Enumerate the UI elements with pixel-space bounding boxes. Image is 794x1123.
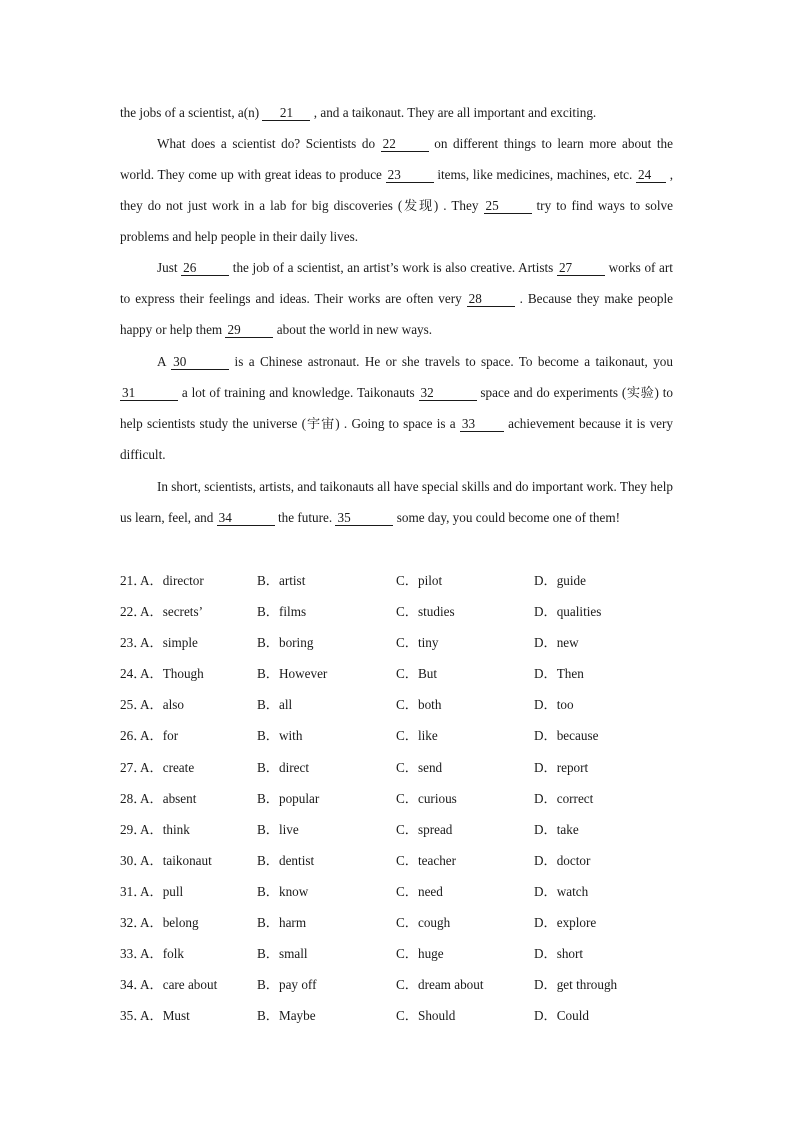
question-row [120, 814, 680, 845]
option-c: C．need [396, 883, 443, 899]
blank-24: 24 [636, 167, 666, 183]
blank-29: 29 [225, 322, 273, 338]
option-d: D．new [534, 635, 579, 651]
blank-22: 22 [381, 136, 429, 152]
option-d: D．correct [534, 790, 594, 806]
option-a: A．care about [140, 977, 218, 993]
question-number: 30． [120, 852, 147, 868]
option-d: D．qualities [534, 604, 602, 620]
blank-34: 34 [217, 510, 275, 526]
option-d: D．Could [534, 1008, 589, 1024]
option-a: A．director [140, 573, 204, 588]
option-d: D．report [534, 759, 589, 775]
question-number: 25． [120, 697, 147, 713]
blank-31: 31 [120, 385, 178, 401]
option-c: C．cough [396, 915, 451, 931]
passage-paragraph-4: A 30 is a Chinese astronaut. He or she travels to space. To become a taikonaut, you 31 a lot of training and knowledge. Taikonauts 32 space and do experiments (实验) to help scientists study the universe (宇宙) . Going to space is a 33 achievement because it is very difficult. [120, 354, 673, 462]
blank-23: 23 [386, 167, 434, 183]
blank-28: 28 [467, 291, 515, 307]
option-a: A．also [140, 697, 184, 713]
question-row [120, 938, 680, 969]
option-b: B．However [257, 666, 328, 682]
option-d: D．take [534, 821, 579, 837]
question-number: 33． [120, 946, 147, 962]
question-number: 28． [120, 790, 147, 806]
option-b: B．Maybe [257, 1008, 316, 1024]
option-b: B．live [257, 821, 299, 837]
option-b: B．popular [257, 790, 320, 806]
option-c: C．both [396, 697, 442, 713]
question-number: 23． [120, 635, 147, 651]
option-c: C．pilot [396, 573, 443, 588]
option-a: A．pull [140, 883, 184, 899]
option-d: D．too [534, 697, 574, 713]
option-d: D．get through [534, 977, 618, 993]
question-row [120, 876, 680, 907]
option-a: A．for [140, 728, 179, 744]
blank-27: 27 [557, 260, 605, 276]
option-d: D．because [534, 728, 599, 744]
option-b: B．all [257, 697, 293, 713]
question-row [120, 596, 680, 627]
option-a: A．Though [140, 666, 204, 682]
blank-33: 33 [460, 416, 504, 432]
question-number: 29． [120, 821, 147, 837]
option-a: A．absent [140, 790, 197, 806]
option-c: C．curious [396, 790, 457, 806]
blank-32: 32 [419, 385, 477, 401]
question-row [120, 969, 680, 1000]
passage-paragraph-1: the jobs of a scientist, a(n) 21 , and a taikonaut. They are all important and exciting. [120, 105, 597, 120]
option-d: D．watch [534, 883, 589, 899]
answer-options-list [120, 565, 680, 1031]
question-number: 24． [120, 666, 147, 682]
question-row [120, 752, 680, 783]
question-number: 21． [120, 573, 147, 588]
option-c: C．send [396, 759, 443, 775]
option-b: B．direct [257, 759, 310, 775]
option-a: A．secrets’ [140, 604, 203, 620]
option-b: B．films [257, 604, 307, 620]
option-a: A．folk [140, 946, 184, 962]
option-a: A．think [140, 821, 190, 837]
option-d: D．explore [534, 915, 597, 931]
option-b: B．small [257, 946, 308, 962]
question-number: 34． [120, 977, 147, 993]
passage-paragraph-5: In short, scientists, artists, and taikonauts all have special skills and do important work. They help us learn, feel, and 34 the future. 35 some day, you could become one of them! [120, 479, 673, 525]
question-row [120, 907, 680, 938]
option-a: A．create [140, 759, 195, 775]
option-b: B．dentist [257, 852, 315, 868]
blank-25: 25 [484, 198, 532, 214]
question-row [120, 720, 680, 751]
option-c: C．Should [396, 1008, 456, 1024]
option-c: C．like [396, 728, 438, 744]
question-number: 27． [120, 759, 147, 775]
option-d: D．Then [534, 666, 584, 682]
option-a: A．belong [140, 915, 199, 931]
option-a: A．Must [140, 1008, 190, 1024]
question-row [120, 1000, 680, 1031]
option-b: B．harm [257, 915, 307, 931]
option-b: B．with [257, 728, 303, 744]
blank-30: 30 [171, 354, 229, 370]
blank-35: 35 [335, 510, 393, 526]
option-c: C．spread [396, 821, 453, 837]
option-c: C．teacher [396, 852, 457, 868]
option-c: C．But [396, 666, 438, 682]
question-number: 26． [120, 728, 147, 744]
option-d: D．guide [534, 573, 587, 588]
option-b: B．pay off [257, 977, 317, 993]
question-row [120, 627, 680, 658]
option-d: D．doctor [534, 852, 591, 868]
option-d: D．short [534, 946, 584, 962]
question-row [120, 658, 680, 689]
passage-paragraph-3: Just 26 the job of a scientist, an artist’s work is also creative. Artists 27 works of art to express their feelings and ideas. Their works are often very 28 . Because they make people happy or help them 29 about the world in new ways. [120, 260, 673, 337]
option-a: A．simple [140, 635, 198, 651]
option-c: C．studies [396, 604, 455, 620]
question-number: 31． [120, 883, 147, 899]
question-row [120, 689, 680, 720]
question-number: 35． [120, 1008, 147, 1024]
option-a: A．taikonaut [140, 852, 212, 868]
question-row [120, 783, 680, 814]
option-c: C．tiny [396, 635, 439, 651]
blank-21: 21 [262, 105, 310, 121]
question-number: 22． [120, 604, 147, 620]
blank-26: 26 [181, 260, 229, 276]
option-c: C．huge [396, 946, 444, 962]
question-row [120, 565, 680, 596]
option-c: C．dream about [396, 977, 484, 993]
option-b: B．know [257, 883, 309, 899]
option-b: B．artist [257, 573, 306, 588]
option-b: B．boring [257, 635, 314, 651]
passage-paragraph-2: What does a scientist do? Scientists do 22 on different things to learn more about the world. They come up with great ideas to produce 23 items, like medicines, machines, etc. 24 , they do not just work in a lab for big discoveries (发现) . They 25 try to find ways to solve problems and help people in their daily lives. [120, 136, 674, 244]
question-row [120, 845, 680, 876]
question-number: 32． [120, 915, 147, 931]
